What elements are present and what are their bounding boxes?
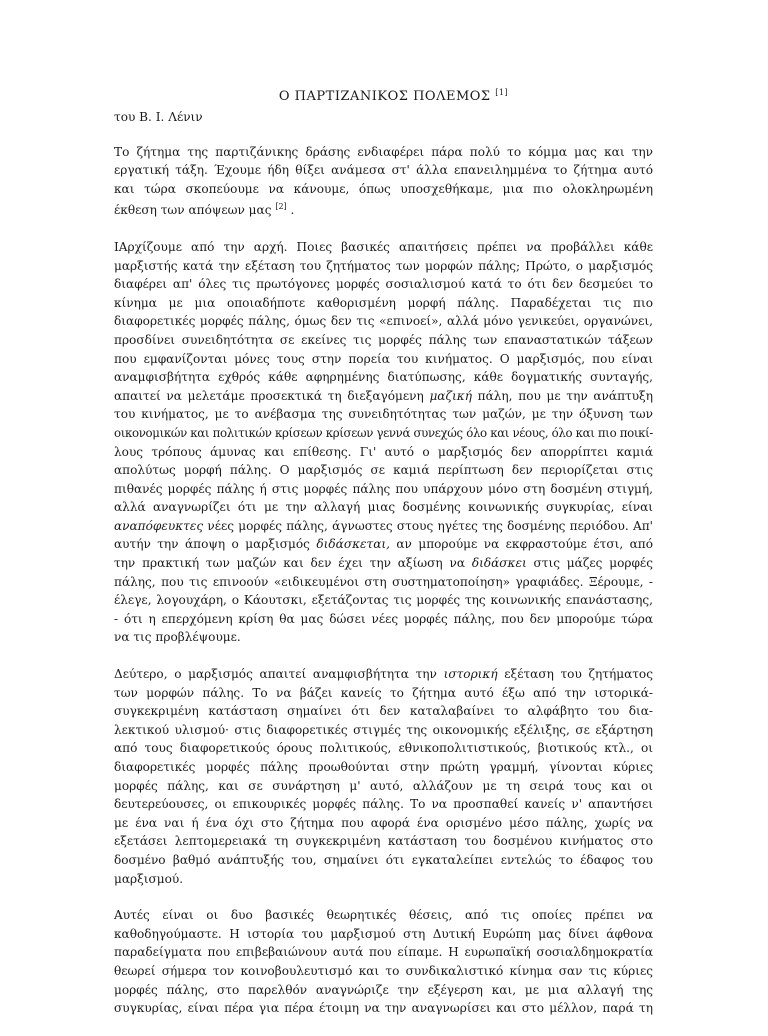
text-span: αν μπορούμε να εκφραστούμε έτσι, από	[396, 537, 653, 552]
text-line: διαφέρει απ' όλες τις πρωτόγονες μορφές σοσιαλισμού κατά το ότι δεν δεσμεύει το	[114, 277, 653, 292]
emphasis: διδάσκει	[471, 556, 527, 571]
text-line: κίνημα με μια οποιαδήποτε καθορισμένη μορφή πάλης. Παραδέχεται τις πιο	[114, 295, 653, 310]
text-line: προσδίνει συνειδητότητα σε εκείνες τις μορφές πάλης των επαναστατικών τάξεων	[114, 332, 653, 347]
text-line: θεωρεί σήμερα τον κοινοβουλευτισμό και το συνδικαλιστικό κίνημα σαν τις κύριες	[114, 963, 653, 978]
paragraph-1	[114, 143, 653, 220]
text-line: που εμφανίζονται μόνες τους στην πορεία του κινήματος. Ο μαρξισμός, που είναι	[114, 351, 653, 366]
text-span: αυτήν την άποψη ο μαρξισμός	[114, 537, 310, 552]
footnote-ref[interactable]: [2]	[275, 202, 287, 212]
text-span: απαιτεί να μελετάμε προσεκτικά τη διεξαγόμενη	[114, 388, 424, 403]
text-line: Το ζήτημα της παρτιζάνικης δράσης ενδιαφέρει πάρα πολύ το κόμμα μας και την	[114, 144, 653, 159]
emphasis: διδάσκεται,	[316, 537, 390, 552]
text-line: εργατική τάξη. Έχουμε ήδη θίξει ανάμεσα στ' άλλα επανειλημμένα το ζήτημα αυτό	[114, 163, 653, 178]
text-line: από τους διαφορετικούς όρους πολιτικούς, εθνικοπολιτιστικούς, βιοτικούς κτλ., οι	[114, 741, 653, 756]
text-line: εξετάσει λεπτομερειακά τη συγκεκριμένη κατάσταση του δοσμένου κινήματος στο	[114, 834, 653, 849]
text-line	[114, 517, 653, 536]
text-line: πιθανές μορφές πάλης ή στις μορφές πάλης που υπάρχουν μόνο στη δοσμένη στιγμή,	[114, 481, 653, 496]
text-line: μαρξιστής κατά την εξέταση του ζητήματος των μορφών πάλης; Πρώτο, ο μαρξισμός	[114, 258, 653, 273]
text-span: νέες μορφές πάλης, άγνωστες στους ηγέτες της δοσμένης περιόδου. Απ'	[207, 518, 653, 533]
paragraph-3	[114, 665, 653, 888]
text-span: στις μάζες μορφές	[533, 556, 653, 571]
text-line: έλεγε, λογουχάρη, ο Κάουτσκι, εξετάζοντας τις μορφές της κοινωνικής επανάστασης,	[114, 593, 653, 608]
document-title	[114, 84, 653, 106]
text-line: και τώρα σκοπεύουμε να κάνουμε, όπως υποσχεθήκαμε, μια πιο ολοκληρωμένη	[114, 181, 653, 196]
paragraph-4	[114, 906, 653, 1018]
document-page	[114, 84, 653, 1036]
text-span: πάλη, που με την ανάπτυξη	[477, 388, 653, 403]
text-span: .	[290, 203, 295, 218]
title-footnote-ref[interactable]: [1]	[495, 88, 509, 97]
text-line: μορφές πάλης, στο παρελθόν αναγνώριζε την εξέγερση και, με μια αλλαγή της	[114, 982, 653, 997]
text-line: μαρξισμού.	[114, 871, 184, 886]
text-line: με ένα ναι ή ένα όχι στο ζήτημα που αφορά ένα ορισμένο μέσο πάλης, χωρίς να	[114, 815, 653, 830]
text-line: του κινήματος, με το ανέβασμα της συνειδητότητας των μαζών, με την όξυνση των	[114, 407, 653, 422]
text-line: λεκτικού υλισμού· στις διαφορετικές στιγμές της οικονομικής εξέλιξης, σε εξάρτηση	[114, 722, 653, 737]
emphasis: μαζική	[429, 388, 472, 403]
text-line: απολύτως μορφή πάλης. Ο μαρξισμός σε καμιά περίπτωση δεν περιορίζεται στις	[114, 463, 653, 478]
text-line	[114, 535, 653, 554]
text-line: δοσμένο βαθμό ανάπτυξής του, σημαίνει ότι εγκαταλείπει εντελώς το έδαφος του	[114, 852, 653, 867]
text-line: συγκυρίας, είναι πέρα για πέρα έτοιμη να την αναγνωρίσει και στο μέλλον, παρά τη	[114, 1001, 653, 1016]
text-line: συγκεκριμένη κατάσταση σημαίνει ότι δεν καταλαβαίνει το αλφάβητο του δια-	[114, 704, 653, 719]
text-line: πάλης, που τις επινοούν «ειδικευμένοι στη συστηματοποίηση» γραφιάδες. Ξέρουμε, -	[114, 574, 653, 589]
text-line	[114, 554, 653, 573]
text-line: Αυτές είναι οι δυο βασικές θεωρητικές θέσεις, από τις οποίες πρέπει να	[114, 908, 653, 923]
text-line: οικονομικών και πολιτικών κρίσεων κρίσεων γεννά συνεχώς όλο και νέους, όλο και πιο ποικί-	[114, 425, 653, 440]
text-line: να τις προβλέψουμε.	[114, 630, 241, 645]
text-line: λους τρόπους άμυνας και επίθεσης. Γι' αυτό ο μαρξισμός δεν απορρίπτει καμιά	[114, 444, 653, 459]
text-line: μορφές πάλης, και σε συνάρτηση μ' αυτό, αλλάζουν με τη σειρά τους και οι	[114, 778, 653, 793]
author-line: του Β. Ι. Λένιν	[114, 110, 203, 124]
text-line: καθοδηγούμαστε. Η ιστορία του μαρξισμού στη Δυτική Ευρώπη μας δίνει άφθονα	[114, 926, 653, 941]
text-span: έκθεση των απόψεων μας	[114, 203, 272, 218]
paragraph-2	[114, 238, 653, 647]
text-span: εξέταση του ζητήματος	[504, 667, 653, 682]
text-line: ΙΑρχίζουμε από την αρχή. Ποιες βασικές απαιτήσεις πρέπει να προβάλλει κάθε	[114, 239, 653, 254]
text-line: δευτερεύουσες, οι επικουρικές μορφές πάλης. Το να προσπαθεί κανείς ν' απαντήσει	[114, 797, 653, 812]
text-line	[114, 198, 653, 220]
text-line: διαφορετικές μορφές πάλης προωθούνται στην πρώτη γραμμή, γίνονται κύριες	[114, 760, 653, 774]
emphasis: ιστορική	[443, 667, 498, 682]
text-span: Δεύτερο, ο μαρξισμός απαιτεί αναμφισβήτητα την	[114, 667, 437, 682]
title-text: Ο ΠΑΡΤΙΖΑΝΙΚΟΣ ΠΟΛΕΜΟΣ	[278, 89, 491, 104]
text-line: παραδείγματα που επιβεβαιώνουν αυτά που είπαμε. Η ευρωπαϊκή σοσιαλδημοκρατία	[114, 945, 653, 960]
emphasis: αναπόφευκτες	[114, 518, 204, 533]
text-line: αλλά αναγνωρίζει ότι με την αλλαγή μιας δοσμένης κοινωνικής συγκυρίας, είναι	[114, 500, 653, 515]
text-line: των μορφών πάλης. Το να βάζει κανείς το ζήτημα αυτό έξω από την ιστορικά-	[114, 685, 653, 700]
text-span: την πρακτική των μαζών και δεν έχει την αξίωση να	[114, 556, 465, 571]
text-line: - ότι η επερχόμενη κρίση θα μας δώσει νέες μορφές πάλης, που δεν μπορούμε τώρα	[114, 611, 653, 626]
text-line	[114, 387, 653, 406]
text-line	[114, 665, 653, 684]
text-line: διαφορετικές μορφές πάλης, όμως δεν τις «επινοεί», αλλά μόνο γενικεύει, οργανώνει,	[114, 314, 653, 329]
text-line: αναμφισβήτητα εχθρός κάθε αφηρημένης διατύπωσης, κάθε δογματικής συνταγής,	[114, 370, 653, 385]
